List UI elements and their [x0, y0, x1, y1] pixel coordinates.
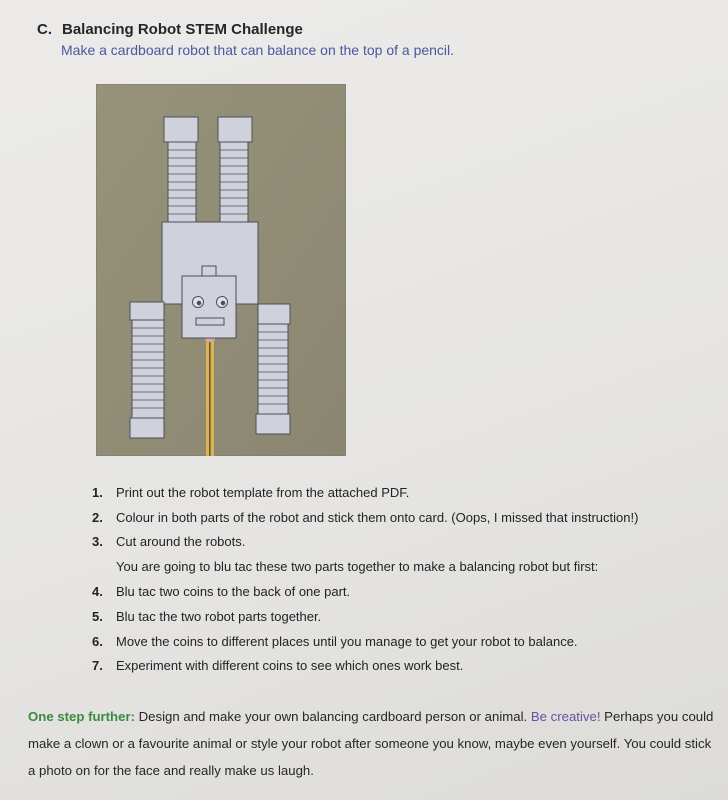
step-item: [92, 579, 638, 604]
step-item: [92, 654, 638, 679]
pencil: [205, 336, 215, 456]
further-text-1: Design and make your own balancing cardboard person or animal.: [134, 709, 531, 724]
step-item: [92, 604, 638, 629]
step-text: Move the coins to different places until you manage to get your robot to balance.: [116, 633, 578, 649]
step-text: Cut around the robots.: [116, 534, 246, 550]
step-item: [92, 629, 638, 654]
robot-arm-left: [130, 302, 164, 438]
step-number: 7.: [92, 658, 103, 674]
step-number: 4.: [92, 584, 103, 600]
step-item: [92, 480, 638, 505]
be-creative-text: Be creative!: [530, 709, 601, 724]
step-number: 5.: [92, 608, 103, 624]
step-text: Colour in both parts of the robot and stick them onto card. (Oops, I missed that instruction!): [116, 509, 639, 525]
step-number: 6.: [92, 633, 103, 649]
step-note-text: You are going to blu tac these two parts together to make a balancing robot but first:: [116, 559, 599, 575]
step-text: Experiment with different coins to see which ones work best.: [116, 658, 464, 674]
step-note: [92, 554, 638, 579]
step-number: 1.: [92, 484, 103, 500]
step-number: 3.: [92, 534, 103, 550]
one-step-further-paragraph: [28, 703, 718, 784]
robot-arm-right: [256, 304, 290, 434]
further-lead: One step further:: [28, 709, 135, 724]
section-heading: [37, 21, 303, 38]
further-text-2: Perhaps you could make a clown or a favourite animal or style your robot after someone you know, maybe even yourself. You could stick a photo on for the face and really make us laugh.: [28, 709, 714, 778]
robot-leg-left: [164, 117, 198, 222]
robot-head: [182, 266, 236, 338]
section-letter: C.: [37, 21, 52, 38]
step-item: [92, 505, 638, 530]
step-text: Blu tac two coins to the back of one part.: [116, 584, 351, 600]
step-text: Print out the robot template from the attached PDF.: [116, 484, 410, 500]
step-text: Blu tac the two robot parts together.: [116, 608, 322, 624]
steps-list: [92, 480, 638, 678]
section-title: Balancing Robot STEM Challenge: [62, 21, 303, 38]
section-subtitle: Make a cardboard robot that can balance on the top of a pencil.: [61, 42, 455, 58]
step-number: 2.: [92, 509, 103, 525]
robot-leg-right: [218, 117, 252, 222]
step-item: [92, 530, 638, 555]
robot-photo: [96, 84, 346, 456]
